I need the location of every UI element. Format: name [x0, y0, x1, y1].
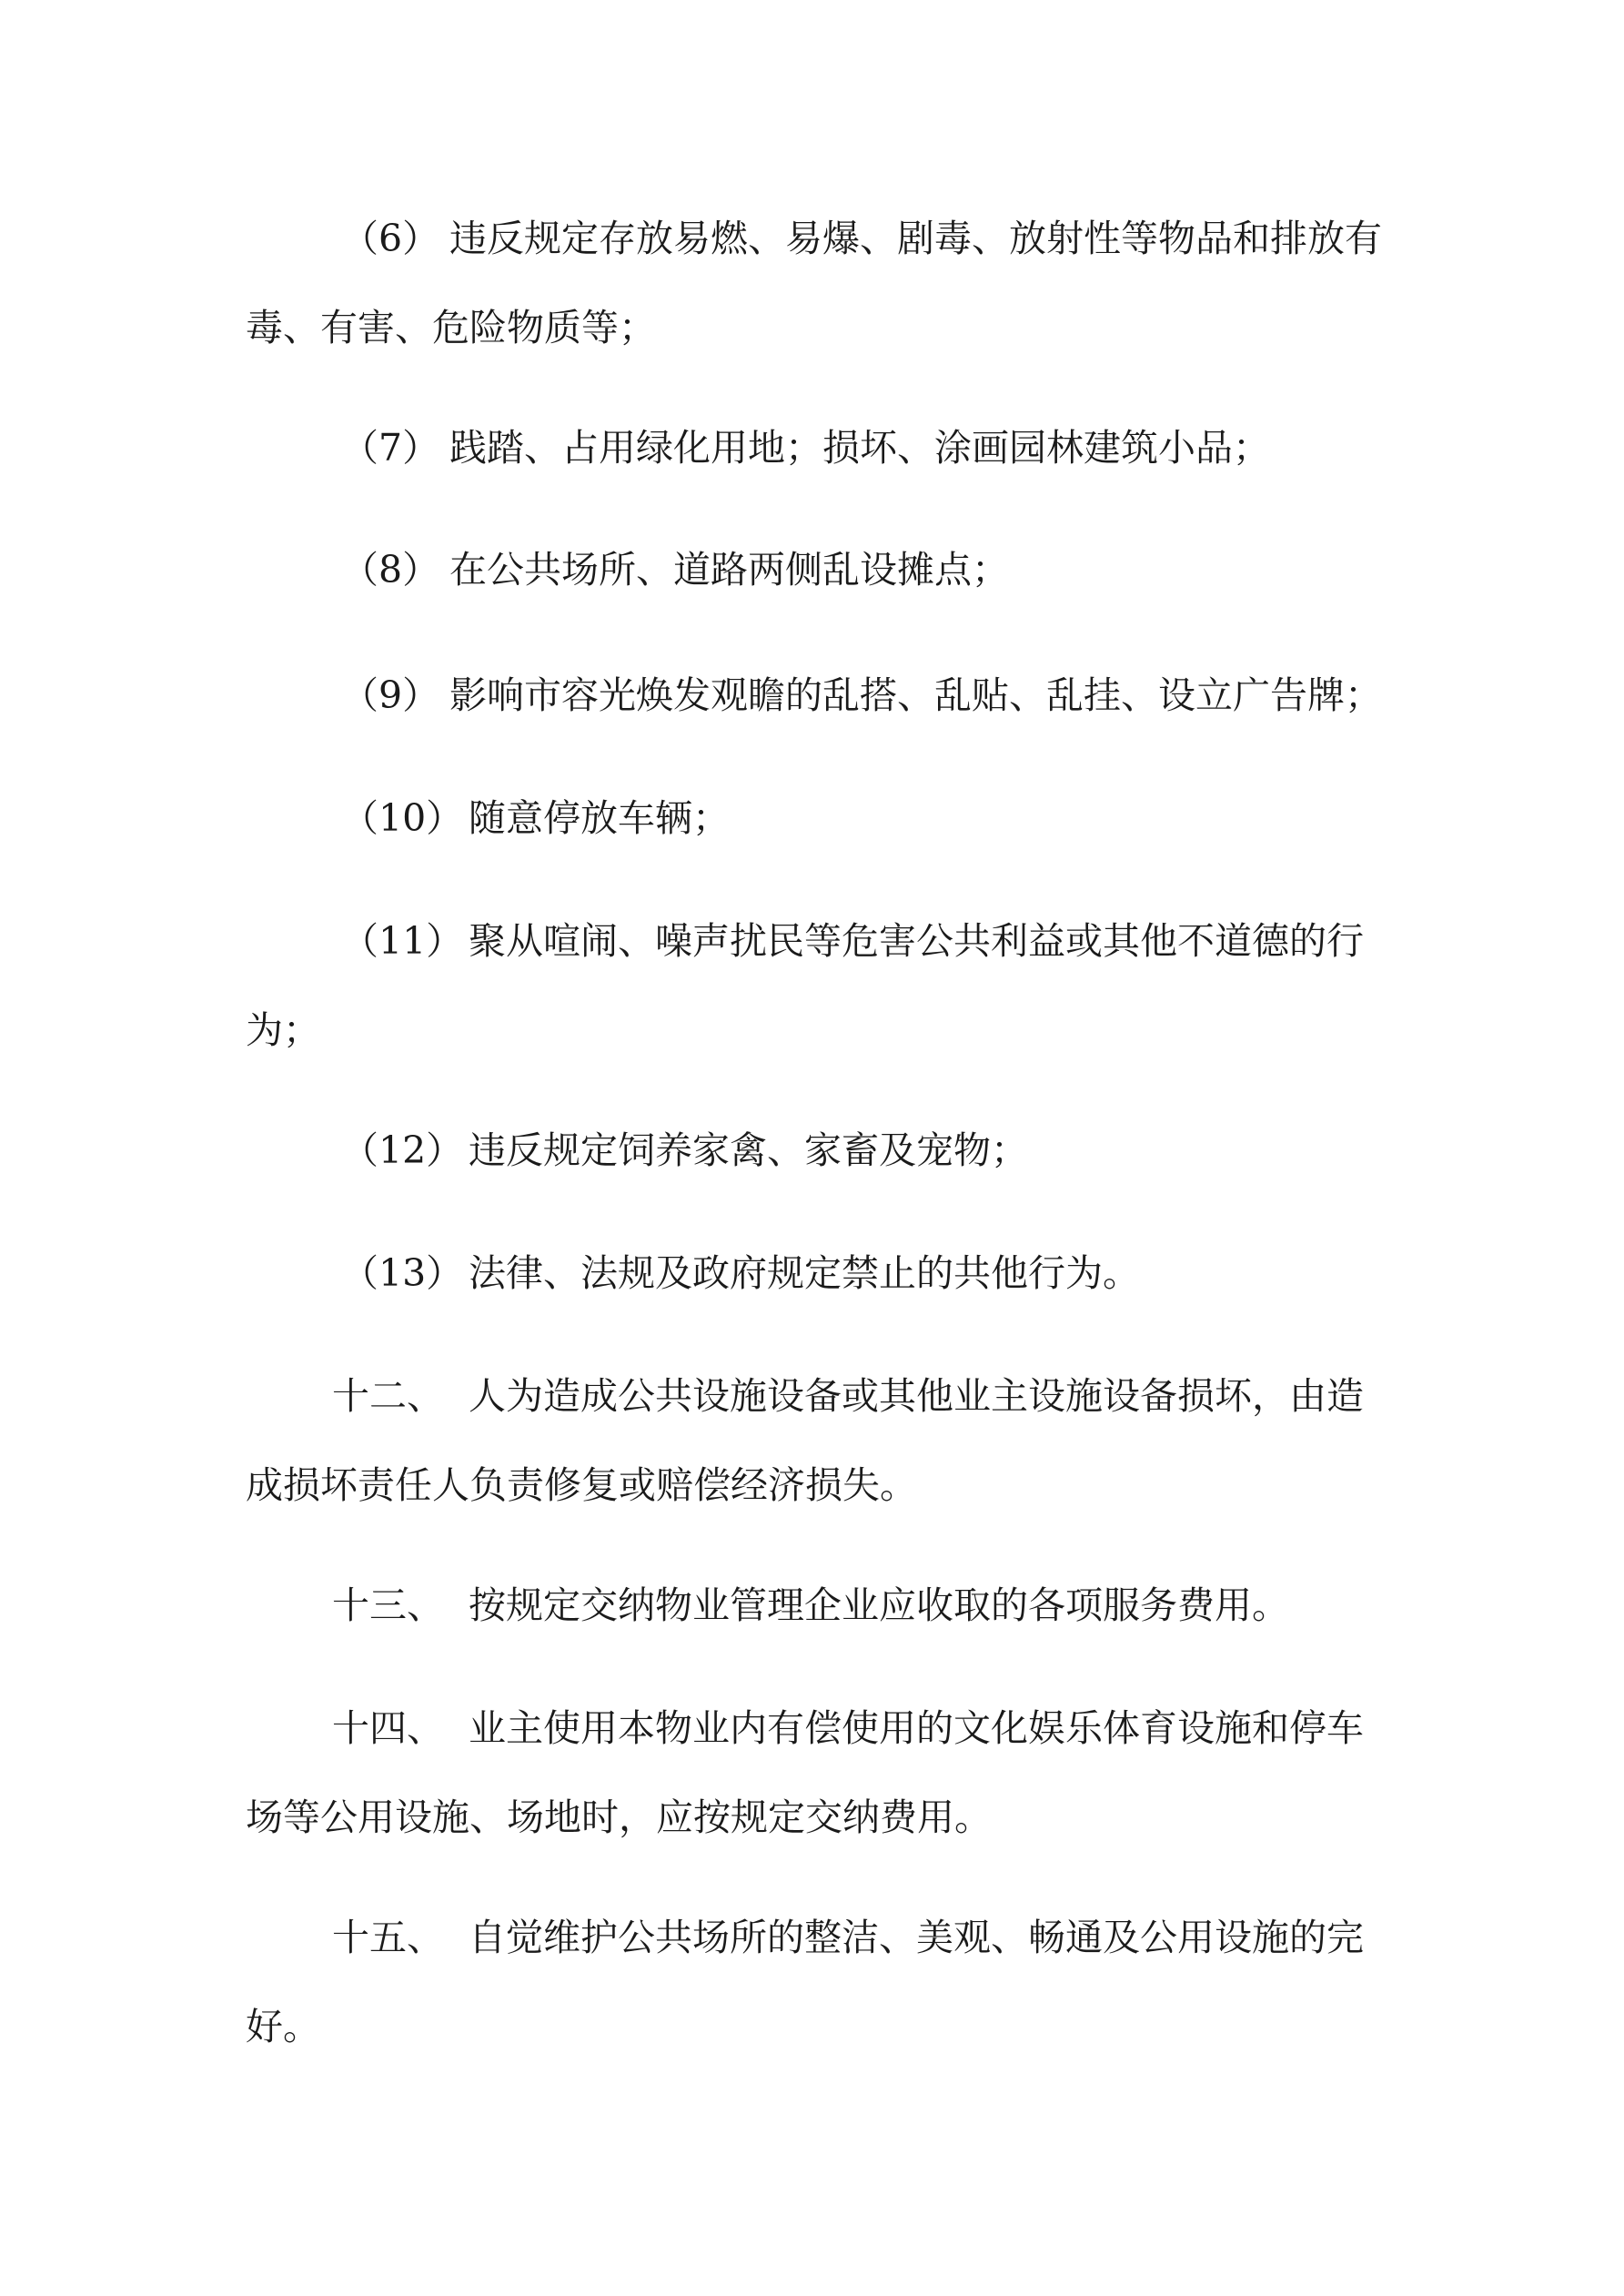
- clause-text: 按规定交纳物业管理企业应收取的各项服务费用。: [469, 1583, 1289, 1627]
- item-number: （12）: [341, 1128, 464, 1172]
- clause-number: 十五、: [332, 1916, 444, 1959]
- item-number: （7）: [341, 426, 440, 470]
- clause-number: 十四、: [332, 1706, 444, 1750]
- item-text: 违反规定存放易燃、易爆、剧毒、放射性等物品和排放有毒、有害、危险物质等；: [246, 217, 1382, 349]
- item-text: 法律、法规及政府规定禁止的共他行为。: [469, 1251, 1140, 1295]
- list-item: [246, 525, 1383, 614]
- list-item: [246, 194, 1383, 372]
- clause-item: [246, 1561, 1383, 1650]
- clause-item: [246, 1351, 1383, 1530]
- list-item: [246, 896, 1383, 1075]
- clause-text: 自觉维护公共场所的整洁、美观、畅通及公用设施的完好。: [246, 1916, 1364, 2048]
- list-item: [246, 1229, 1383, 1318]
- item-number: （6）: [341, 217, 440, 260]
- item-text: 践踏、占用绿化用地；损坏、涂画园林建筑小品；: [449, 426, 1270, 470]
- clause-item: [246, 1684, 1383, 1862]
- list-item: [246, 403, 1383, 492]
- item-number: （10）: [341, 796, 464, 840]
- list-item: [246, 1106, 1383, 1195]
- item-text: 聚从喧闹、噪声扰民等危害公共利益或其他不道德的行为；: [246, 919, 1364, 1052]
- item-text: 影响市容光焕发观瞻的乱搭、乱贴、乱挂、设立广告牌；: [449, 673, 1382, 717]
- list-item: [246, 774, 1383, 863]
- clause-item: [246, 1893, 1383, 2071]
- item-text: 在公共场所、道路两侧乱设摊点；: [449, 548, 1009, 592]
- item-text: 随意停放车辆；: [469, 796, 730, 840]
- item-number: （11）: [341, 919, 464, 963]
- clause-number: 十三、: [332, 1583, 444, 1627]
- item-number: （9）: [341, 673, 440, 717]
- clause-number: 十二、: [332, 1374, 444, 1418]
- clause-text: 业主使用本物业内有偿使用的文化娱乐体育设施和停车场等公用设施、场地时，应按规定交纳费用。: [246, 1706, 1364, 1839]
- item-text: 违反规定饲养家禽、家畜及宠物；: [469, 1128, 1028, 1172]
- item-number: （13）: [341, 1251, 464, 1295]
- clause-text: 人为造成公共设施设备或其他业主设施设备损坏，由造成损坏责任人负责修复或赔偿经济损失。: [246, 1374, 1364, 1507]
- list-item: [246, 651, 1383, 740]
- item-number: （8）: [341, 548, 440, 592]
